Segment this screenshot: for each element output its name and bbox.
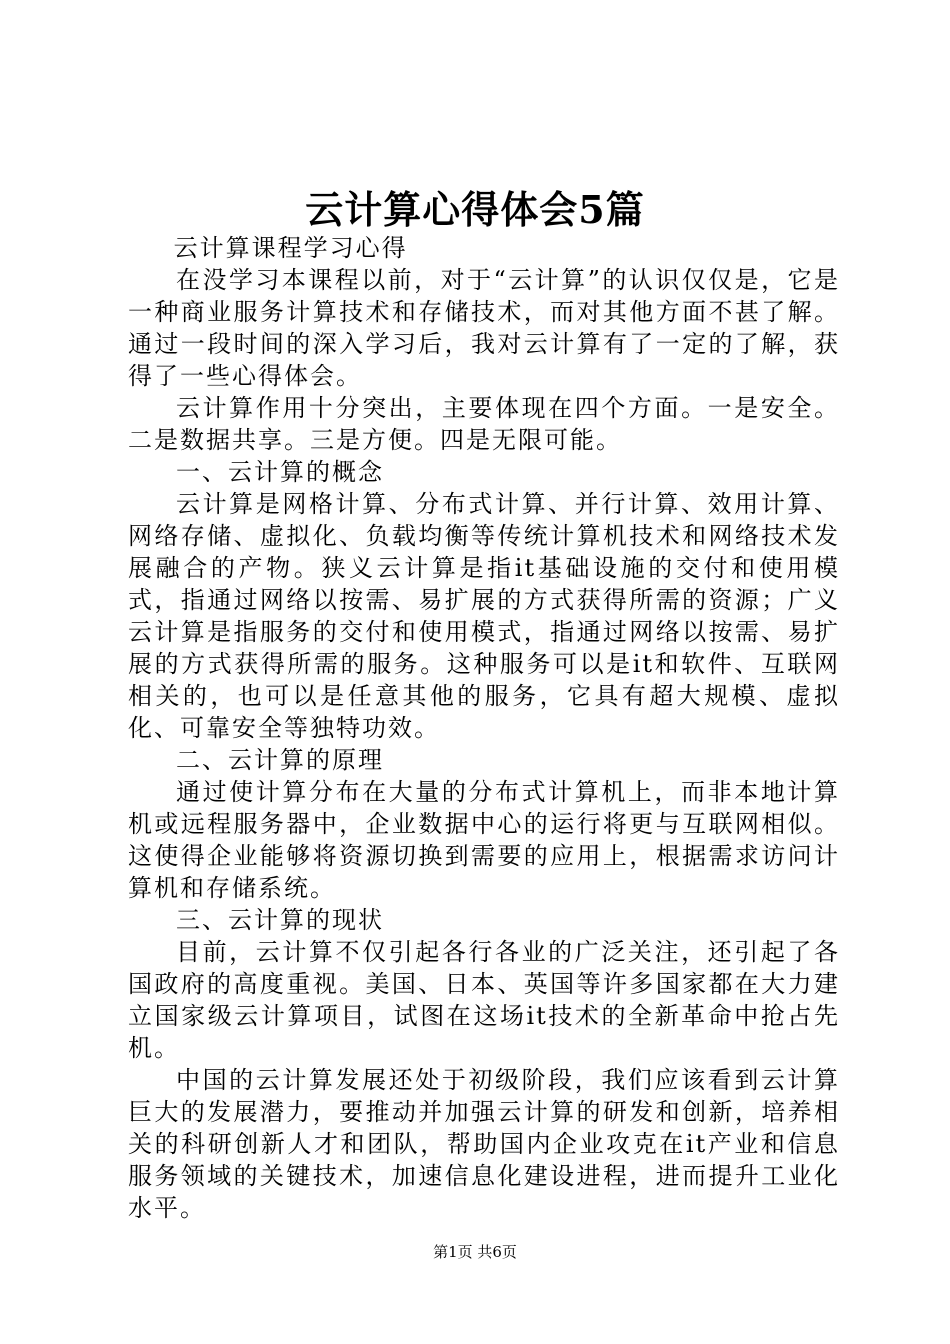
- section-heading-concept: 一、云计算的概念: [176, 458, 384, 486]
- status-paragraph: 目前，云计算不仅引起各行各业的广泛关注，还引起了各国政府的高度重视。美国、日本、英国等许多国家都在大力建立国家级云计算项目，试图在这场it技术的全新革命中抢占先机。: [128, 938, 840, 1062]
- concept-paragraph: 云计算是网格计算、分布式计算、并行计算、效用计算、网络存储、虚拟化、负载均衡等传统计算机技术和网络技术发展融合的产物。狭义云计算是指it基础设施的交付和使用模式，指通过网络以按需、易扩展的方式获得所需的资源；广义云计算是指服务的交付和使用模式，指通过网络以按需、易扩展的方式获得所需的服务。这种服务可以是it和软件、互联网相关的，也可以是任意其他的服务，它具有超大规模、虚拟化、可靠安全等独特功效。: [128, 490, 840, 742]
- principle-paragraph: 通过使计算分布在大量的分布式计算机上，而非本地计算机或远程服务器中，企业数据中心的运行将更与互联网相似。这使得企业能够将资源切换到需要的应用上，根据需求访问计算机和存储系统。: [128, 778, 840, 902]
- china-paragraph: 中国的云计算发展还处于初级阶段，我们应该看到云计算巨大的发展潜力，要推动并加强云计算的研发和创新，培养相关的科研创新人才和团队，帮助国内企业攻克在it产业和信息服务领域的关键技术，加速信息化建设进程，进而提升工业化水平。: [128, 1066, 840, 1222]
- section-heading-principle: 二、云计算的原理: [176, 746, 384, 774]
- document-title: 云计算心得体会5篇: [305, 187, 645, 232]
- intro-paragraph: 在没学习本课程以前，对于“云计算”的认识仅仅是，它是一种商业服务计算技术和存储技术，而对其他方面不甚了解。通过一段时间的深入学习后，我对云计算有了一定的了解，获得了一些心得体会。: [128, 266, 840, 390]
- page-footer: 第1页 共6页: [433, 1243, 517, 1261]
- section-heading-status: 三、云计算的现状: [176, 906, 384, 934]
- subtitle-paragraph: 云计算课程学习心得: [173, 234, 408, 262]
- role-paragraph: 云计算作用十分突出，主要体现在四个方面。一是安全。二是数据共享。三是方便。四是无限可能。: [128, 394, 840, 454]
- document-body: [128, 232, 840, 1224]
